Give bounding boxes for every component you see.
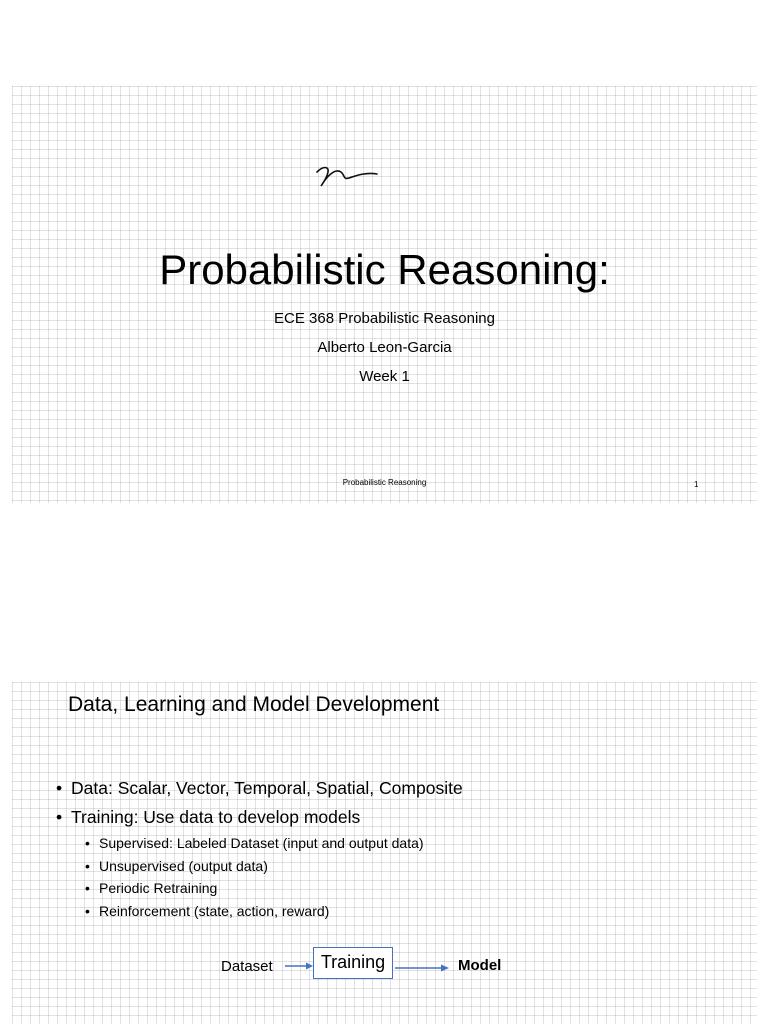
bullet-item: • Training: Use data to develop models: [56, 803, 463, 832]
week-label: Week 1: [359, 368, 410, 385]
page-number: 1: [694, 480, 699, 489]
handwritten-scribble-icon: [315, 162, 379, 192]
sub-bullet-item: • Periodic Retraining: [56, 877, 463, 900]
arrow-right-icon: [394, 963, 450, 973]
slide-2: [12, 682, 757, 1024]
slide-title: Data, Learning and Model Development: [68, 693, 440, 716]
flow-process-box: Training: [313, 947, 393, 979]
slide-1: [12, 86, 757, 503]
flow-output-label: Model: [458, 957, 502, 974]
sub-bullet-item: • Supervised: Labeled Dataset (input and output data): [56, 832, 463, 855]
author-name: Alberto Leon-Garcia: [317, 339, 452, 356]
course-name: ECE 368 Probabilistic Reasoning: [274, 310, 495, 327]
bullet-list: [56, 774, 463, 922]
sub-bullet-item: • Unsupervised (output data): [56, 855, 463, 878]
bullet-item: • Data: Scalar, Vector, Temporal, Spatial, Composite: [56, 774, 463, 803]
sub-bullet-item: • Reinforcement (state, action, reward): [56, 900, 463, 923]
arrow-right-icon: [284, 961, 314, 971]
flow-input-label: Dataset: [221, 958, 273, 975]
slide-footer: Probabilistic Reasoning: [342, 478, 427, 487]
slide-title: Probabilistic Reasoning:: [159, 246, 610, 293]
